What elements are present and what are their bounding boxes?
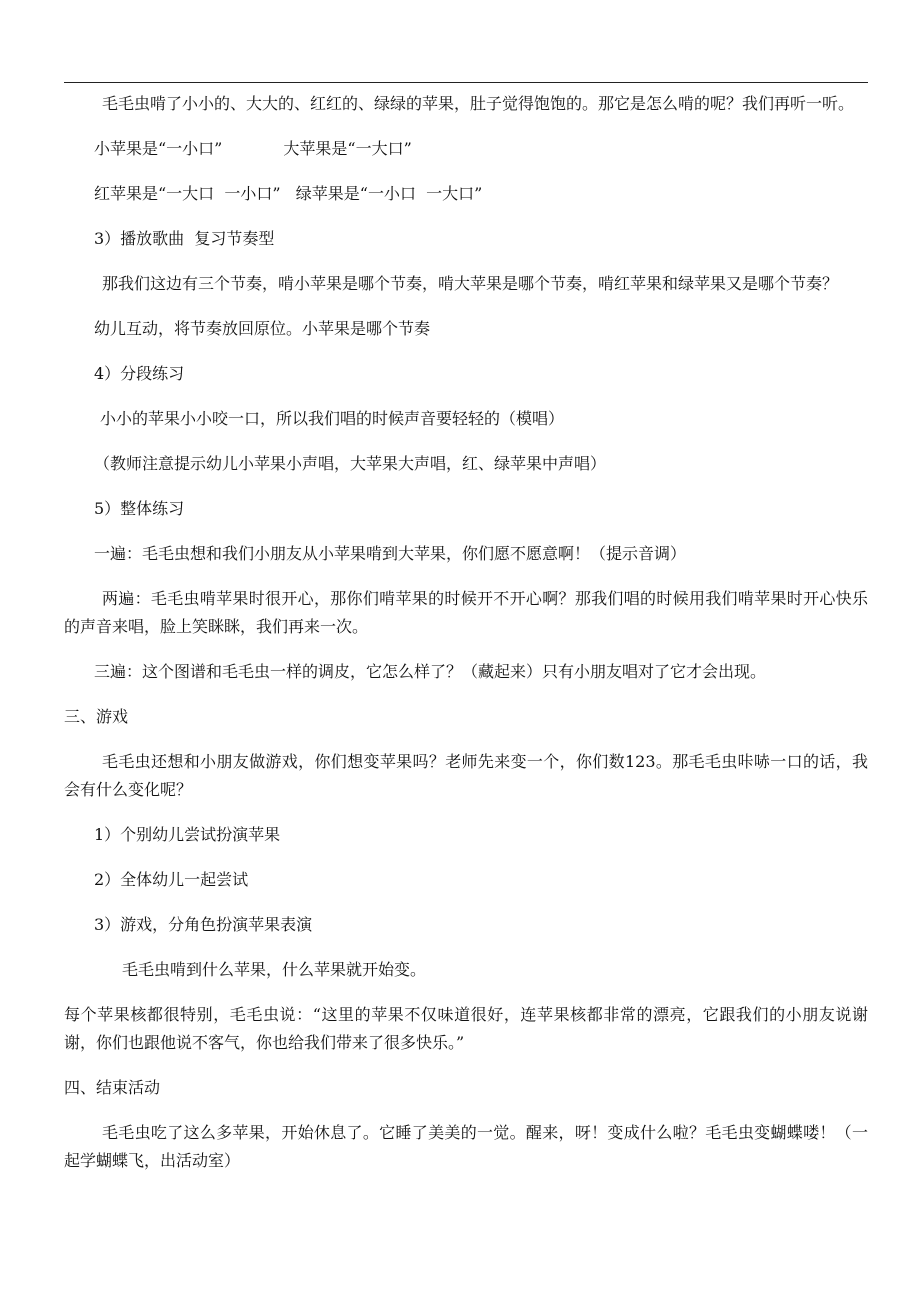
paragraph-20: 每个苹果核都很特别，毛毛虫说：“这里的苹果不仅味道很好，连苹果核都非常的漂亮，它跟我们的小朋友说谢谢，你们也跟他说不客气，你也给我们带来了很多快乐。” <box>64 1005 868 1052</box>
paragraph-15: 毛毛虫还想和小朋友做游戏，你们想变苹果吗？老师先来变一个，你们数123。那毛毛虫咔哧一口的话，我会有什么变化呢？ <box>64 752 868 799</box>
section-heading-ending: 四、结束活动 <box>64 1078 161 1097</box>
document-body <box>64 90 868 1175</box>
paragraph-22: 毛毛虫吃了这么多苹果，开始休息了。它睡了美美的一觉。醒来，呀！变成什么啦？毛毛虫变蝴蝶喽！（一起学蝴蝶飞，出活动室） <box>64 1123 868 1170</box>
paragraph-1: 毛毛虫啃了小小的、大大的、红红的、绿绿的苹果，肚子觉得饱饱的。那它是怎么啃的呢？我们再听一听。 <box>102 94 855 113</box>
paragraph-10: 5）整体练习 <box>94 499 185 518</box>
paragraph-4: 3）播放歌曲 复习节奏型 <box>94 229 275 248</box>
paragraph-3: 红苹果是“一大口 一小口” 绿苹果是“一小口 一大口” <box>94 184 483 203</box>
paragraph-17: 2）全体幼儿一起尝试 <box>94 870 249 889</box>
document-page <box>64 0 868 1302</box>
paragraph-19: 毛毛虫啃到什么苹果，什么苹果就开始变。 <box>122 960 427 979</box>
header-rule <box>64 82 868 83</box>
paragraph-18: 3）游戏，分角色扮演苹果表演 <box>94 915 313 934</box>
paragraph-5: 那我们这边有三个节奏，啃小苹果是哪个节奏，啃大苹果是哪个节奏，啃红苹果和绿苹果又是哪个节奏？ <box>102 274 839 293</box>
paragraph-9: （教师注意提示幼儿小苹果小声唱，大苹果大声唱，红、绿苹果中声唱） <box>94 454 607 473</box>
paragraph-16: 1）个别幼儿尝试扮演苹果 <box>94 825 281 844</box>
paragraph-11: 一遍：毛毛虫想和我们小朋友从小苹果啃到大苹果，你们愿不愿意啊！（提示音调） <box>94 544 687 563</box>
paragraph-2: 小苹果是“一小口” 大苹果是“一大口” <box>94 139 412 158</box>
paragraph-7: 4）分段练习 <box>94 364 185 383</box>
section-heading-game: 三、游戏 <box>64 707 129 726</box>
paragraph-8: 小小的苹果小小咬一口，所以我们唱的时候声音要轻轻的（模唱） <box>100 409 565 428</box>
paragraph-13: 三遍：这个图谱和毛毛虫一样的调皮，它怎么样了？（藏起来）只有小朋友唱对了它才会出现。 <box>94 662 767 681</box>
paragraph-6: 幼儿互动，将节奏放回原位。小苹果是哪个节奏 <box>94 319 431 338</box>
paragraph-12: 两遍：毛毛虫啃苹果时很开心，那你们啃苹果的时候开不开心啊？那我们唱的时候用我们啃苹果时开心快乐的声音来唱，脸上笑眯眯，我们再来一次。 <box>64 589 868 636</box>
